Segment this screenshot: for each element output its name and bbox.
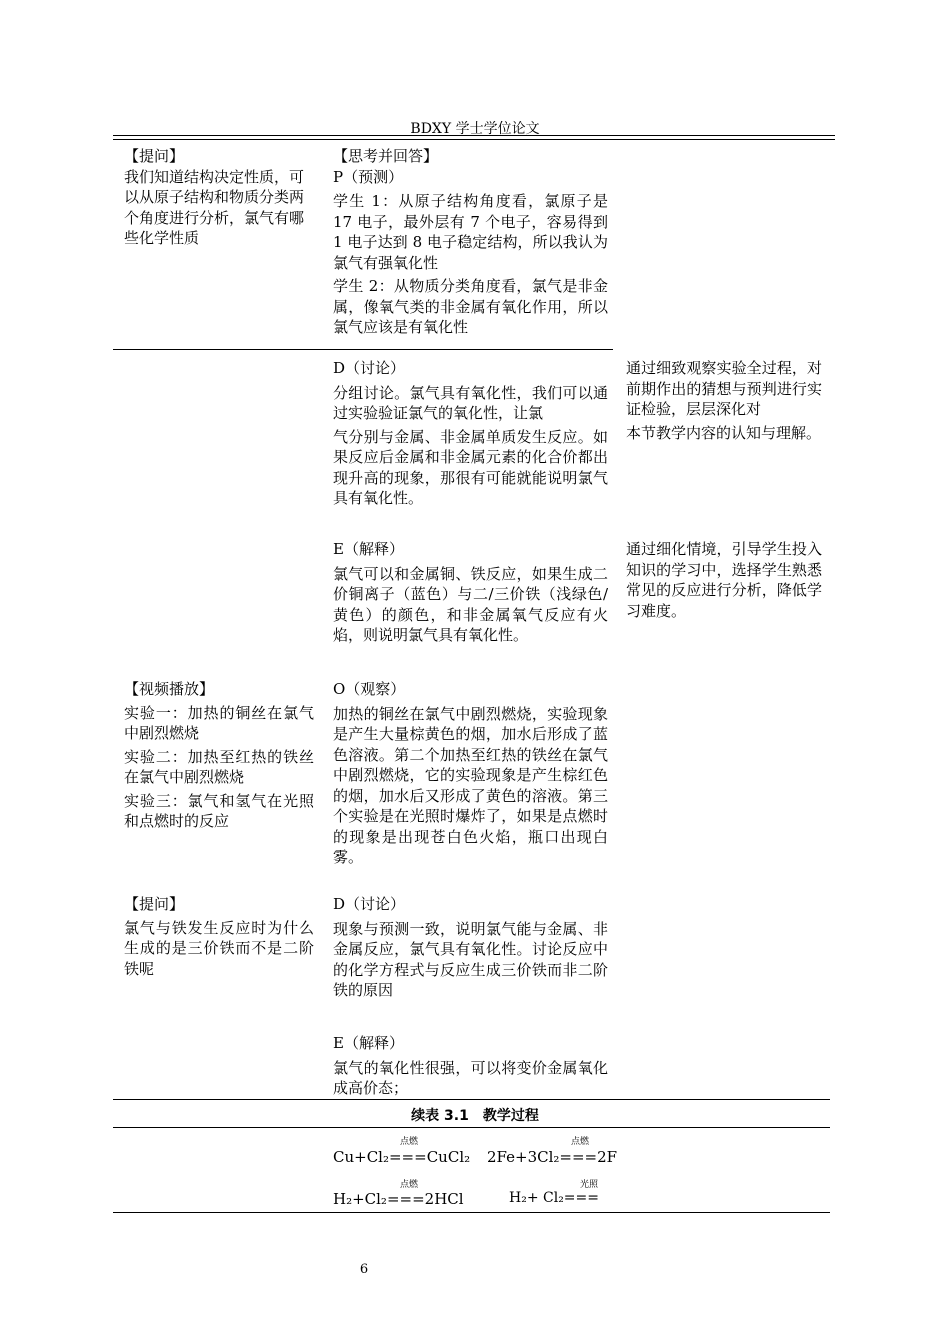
student-paragraph: 氯气可以和金属铜、铁反应，如果生成二价铜离子（蓝色）与二/三价铁（浅绿色/黄色）的颜色，和非金属氧气反应有火焰，则说明氯气具有氧化性。: [333, 564, 608, 644]
teacher-text: 我们知道结构决定性质，可以从原子结构和物质分类两个角度进行分析，氯气有哪些化学性质: [124, 167, 305, 247]
condition-label: 点燃: [400, 1180, 419, 1190]
row3-intent-cell: [626, 539, 822, 621]
row1-student-cell: [333, 146, 608, 338]
header-rule-thick: [113, 135, 835, 136]
row2-intent-cell: [626, 358, 822, 443]
row3-student-cell: [333, 539, 608, 646]
equation: H₂+ Cl₂===: [509, 1190, 599, 1206]
student-label: P（预测）: [333, 167, 404, 186]
row4-student-cell: [333, 679, 608, 868]
student-paragraph: 氯气的氧化性很强，可以将变价金属氧化成高价态；: [333, 1058, 608, 1097]
equation: H₂+Cl₂===2HCl: [333, 1190, 464, 1208]
teacher-title: 【视频播放】: [124, 680, 215, 698]
row5-student-cell-2: [333, 1033, 608, 1099]
teacher-title: 【提问】: [124, 147, 185, 165]
row-divider: [113, 349, 613, 350]
student-paragraph: 学生 1：从原子结构角度看，氯原子是 17 电子，最外层有 7 个电子，容易得到 1 电子达到 8 电子稳定结构，所以我认为氯气有强氧化性: [333, 192, 608, 272]
student-paragraph: 加热的铜丝在氯气中剧烈燃烧，实验现象是产生大量棕黄色的烟，加水后形成了蓝色溶液。第二个加热至红热的铁丝在氯气中剧烈燃烧，它的实验现象是产生棕红色的烟，加水后又形成了黄色的溶液。第三个实验是在光照时爆炸了，如果是点燃时的现象是出现苍白色火焰，瓶口出现白雾。: [333, 704, 608, 866]
equation: Cu+Cl₂===CuCl₂: [333, 1148, 471, 1166]
student-label: E（解释）: [333, 1034, 404, 1052]
running-header: BDXY 学士学位论文: [410, 121, 540, 137]
table-bottom-rule: [113, 1212, 830, 1213]
equation: 2Fe+3Cl₂===2F: [487, 1148, 617, 1166]
student-label: O（观察）: [333, 680, 406, 698]
row5-student-cell: [333, 894, 608, 1001]
student-label: D（讨论）: [333, 359, 406, 377]
experiment-item: 实验一：加热的铜丝在氯气中剧烈燃烧: [124, 703, 314, 742]
table-top-rule: [113, 1099, 830, 1100]
intent-paragraph: 通过细致观察实验全过程，对前期作出的猜想与预判进行实证检验，层层深化对: [626, 359, 822, 418]
table-caption: 续表 3.1 教学过程: [411, 1108, 539, 1124]
row4-teacher-cell: [124, 679, 314, 832]
student-paragraph: 气分别与金属、非金属单质发生反应。如果反应后金属和非金属元素的化合价都出现升高的现象，那很有可能就能说明氯气具有氧化性。: [333, 427, 608, 507]
student-label: E（解释）: [333, 540, 404, 558]
experiment-item: 实验三：氯气和氢气在光照和点燃时的反应: [124, 791, 314, 830]
student-paragraph: 分组讨论。氯气具有氧化性，我们可以通过实验验证氯气的氧化性，让氯: [333, 383, 608, 422]
page-number: 6: [359, 1262, 369, 1277]
row2-student-cell: [333, 358, 608, 509]
row1-teacher-cell: [124, 146, 318, 249]
student-paragraph: 现象与预测一致，说明氯气能与金属、非金属反应，氯气具有氧化性。讨论反应中的化学方程式与反应生成三价铁而非二阶铁的原因: [333, 919, 608, 999]
condition-label: 点燃: [571, 1137, 590, 1147]
teacher-title: 【提问】: [124, 895, 185, 913]
student-label: D（讨论）: [333, 895, 406, 913]
intent-paragraph: 通过细化情境，引导学生投入知识的学习中，选择学生熟悉常见的反应进行分析，降低学习难度。: [626, 540, 822, 620]
intent-paragraph: 本节教学内容的认知与理解。: [626, 423, 822, 442]
condition-label: 点燃: [400, 1137, 419, 1147]
student-paragraph: 学生 2：从物质分类角度看，氯气是非金属，像氧气类的非金属有氧化作用，所以氯气应该是有氧化性: [333, 277, 608, 336]
teacher-text: 氯气与铁发生反应时为什么生成的是三价铁而不是二阶铁呢: [124, 918, 314, 978]
student-title: 【思考并回答】: [333, 147, 439, 165]
header-rule-thin: [113, 139, 835, 140]
row5-teacher-cell: [124, 894, 314, 979]
experiment-item: 实验二：加热至红热的铁丝在氯气中剧烈燃烧: [124, 747, 314, 786]
condition-label: 光照: [580, 1180, 599, 1190]
table-header-rule: [113, 1127, 830, 1128]
